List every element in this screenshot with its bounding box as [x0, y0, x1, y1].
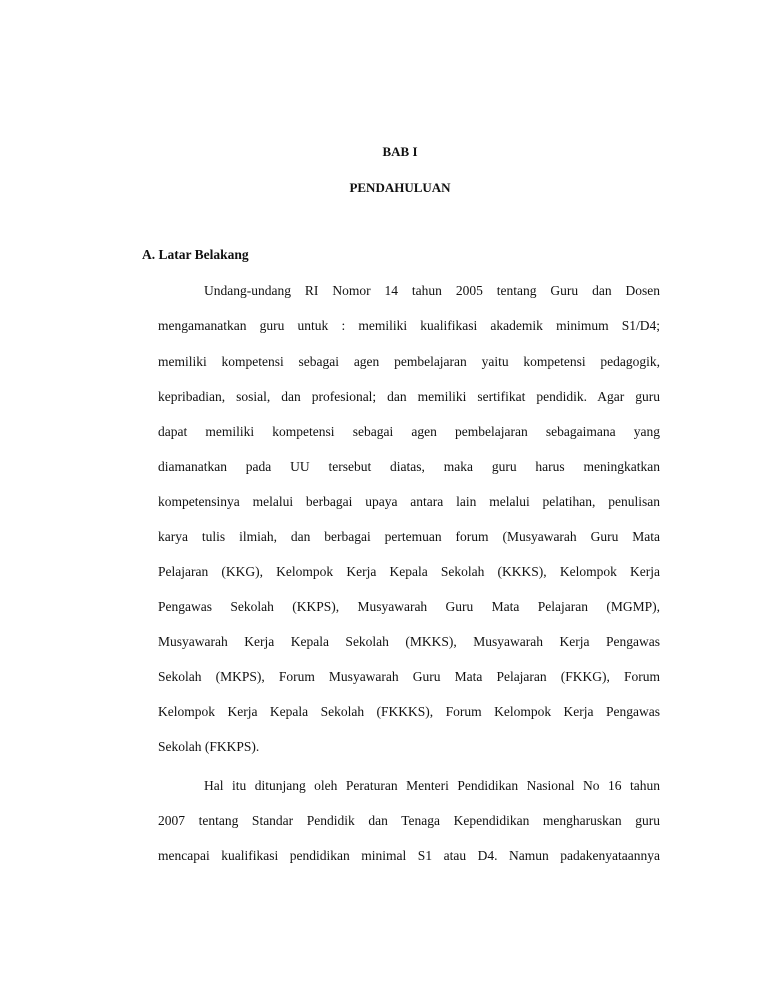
paragraph-line: Sekolah (MKPS), Forum Musyawarah Guru Mata Pelajaran (FKKG), Forum — [158, 669, 660, 684]
paragraph-line: Pelajaran (KKG), Kelompok Kerja Kepala Sekolah (KKKS), Kelompok Kerja — [158, 564, 660, 579]
paragraph-line: dapat memiliki kompetensi sebagai agen pembelajaran sebagaimana yang — [158, 424, 660, 439]
paragraph-line: kepribadian, sosial, dan profesional; dan memiliki sertifikat pendidik. Agar guru — [158, 389, 660, 404]
paragraph-line: mengamanatkan guru untuk : memiliki kualifikasi akademik minimum S1/D4; — [158, 318, 660, 333]
paragraph-line: Musyawarah Kerja Kepala Sekolah (MKKS), Musyawarah Kerja Pengawas — [158, 634, 660, 649]
paragraph-line: karya tulis ilmiah, dan berbagai pertemuan forum (Musyawarah Guru Mata — [158, 529, 660, 544]
paragraph-line: diamanatkan pada UU tersebut diatas, maka guru harus meningkatkan — [158, 459, 660, 474]
section-heading: A. Latar Belakang — [142, 247, 249, 262]
chapter-number: BAB I — [382, 144, 418, 159]
paragraph-line: Undang-undang RI Nomor 14 tahun 2005 tentang Guru dan Dosen — [204, 283, 660, 298]
paragraph-line: Hal itu ditunjang oleh Peraturan Menteri Pendidikan Nasional No 16 tahun — [204, 778, 660, 793]
chapter-title: PENDAHULUAN — [349, 180, 451, 195]
paragraph-line: Sekolah (FKKPS). — [158, 739, 260, 754]
paragraph-line: memiliki kompetensi sebagai agen pembelajaran yaitu kompetensi pedagogik, — [158, 354, 660, 369]
paragraph-line: kompetensinya melalui berbagai upaya antara lain melalui pelatihan, penulisan — [158, 494, 660, 509]
paragraph-line: Pengawas Sekolah (KKPS), Musyawarah Guru Mata Pelajaran (MGMP), — [158, 599, 660, 614]
paragraph-line: Kelompok Kerja Kepala Sekolah (FKKKS), Forum Kelompok Kerja Pengawas — [158, 704, 660, 719]
paragraph-line: mencapai kualifikasi pendidikan minimal S1 atau D4. Namun padakenyataannya — [158, 848, 660, 863]
paragraph-line: 2007 tentang Standar Pendidik dan Tenaga Kependidikan mengharuskan guru — [158, 813, 660, 828]
